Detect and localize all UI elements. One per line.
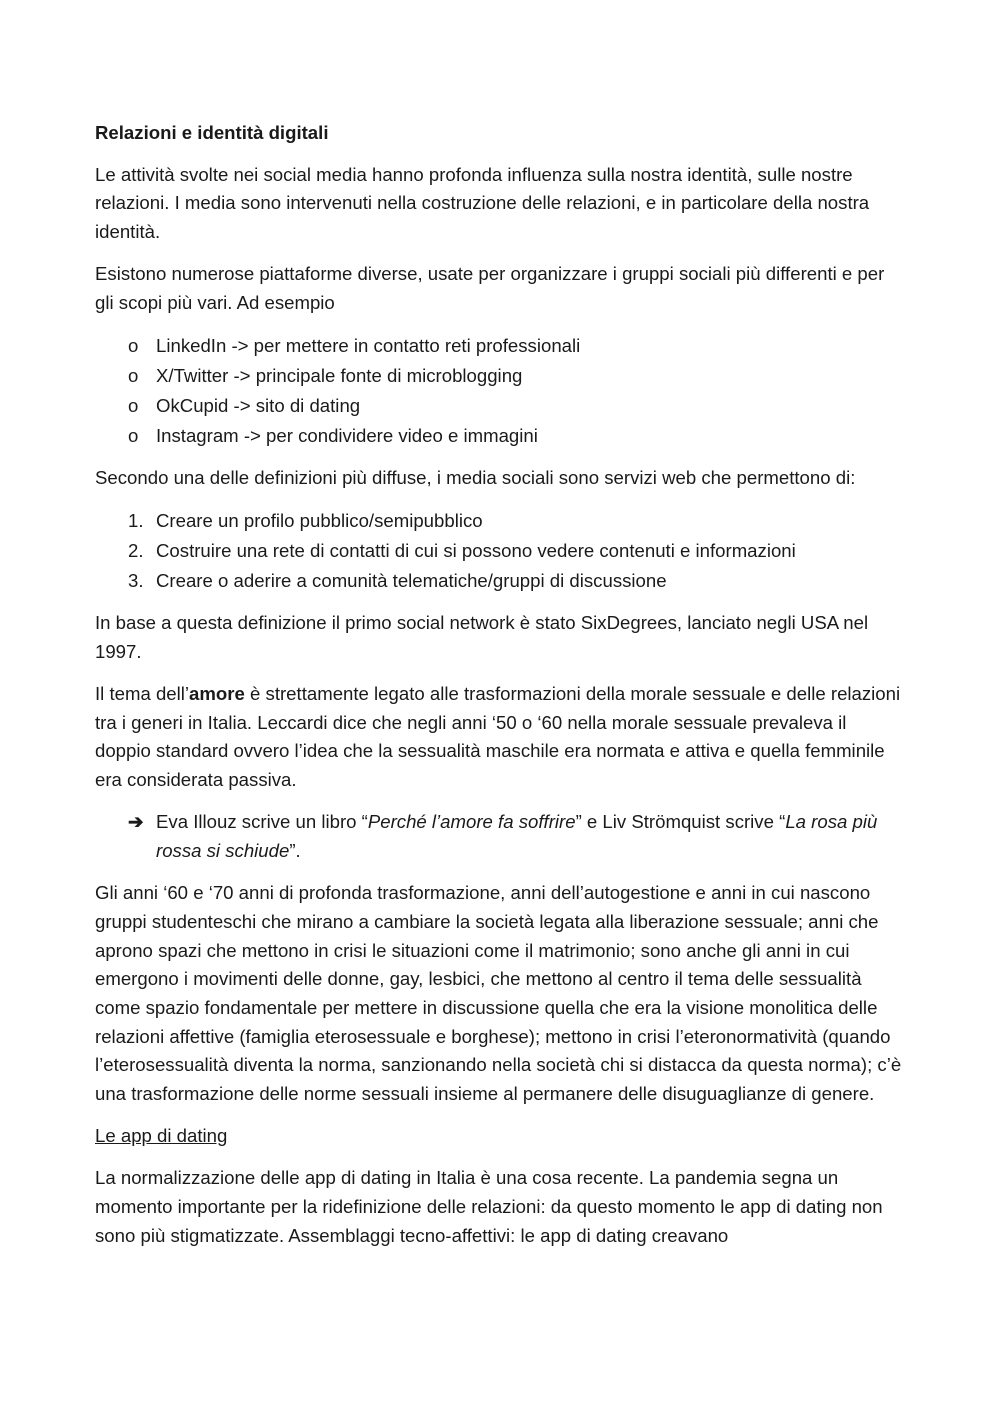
paragraph-anni-60-70: Gli anni ‘60 e ‘70 anni di profonda trasformazione, anni dell’autogestione e anni in cui nascono gruppi studenteschi che mirano a cambiare la società legata alla liberazione sessuale; anni che aprono spazi che mettono in crisi le situazioni come il matrimonio; sono anche gli anni in cui emergono i movimenti delle donne, gay, lesbici, che mettono al centro il tema delle sessualità come spazio fondamentale per mettere in discussione quella che era la visione monolitica delle relazioni affettive (famiglia eterosessuale e borghese); mettono in crisi l’eteronormatività (quando l’eterosessualità diventa la norma, sanzionando nella società chi si distacca da questa norma); c’è una trasformazione delle norme sessuali insieme al permanere delle disuguaglianze di genere. bbox=[95, 882, 902, 1105]
arrow-right-icon: ➔ bbox=[128, 811, 144, 833]
list-item-text: X/Twitter -> principale fonte di microblogging bbox=[156, 365, 523, 387]
list-item bbox=[95, 421, 907, 451]
bullet-marker: o bbox=[128, 365, 139, 387]
bullet-marker: o bbox=[128, 335, 139, 357]
book-title: Perché l’amore fa soffrire bbox=[367, 811, 576, 833]
bullet-marker: o bbox=[128, 394, 139, 416]
list-item-text: LinkedIn -> per mettere in contatto reti professionali bbox=[156, 335, 581, 357]
list-item bbox=[95, 536, 907, 566]
paragraph-definition: Secondo una delle definizioni più diffuse, i media sociali sono servizi web che permettono di: bbox=[95, 466, 856, 488]
paragraph-platforms: Esistono numerose piattaforme diverse, usate per organizzare i gruppi sociali più differenti e per gli scopi più vari. Ad esempio bbox=[95, 263, 885, 314]
list-item-text: OkCupid -> sito di dating bbox=[156, 394, 361, 416]
list-item-text: Creare o aderire a comunità telematiche/gruppi di discussione bbox=[156, 569, 667, 591]
list-item bbox=[95, 361, 907, 391]
list-item-text: Creare un profilo pubblico/semipubblico bbox=[156, 510, 483, 532]
paragraph-amore bbox=[95, 680, 907, 795]
paragraph-intro: Le attività svolte nei social media hanno profonda influenza sulla nostra identità, sulle nostre relazioni. I media sono intervenuti nella costruzione delle relazioni, e in particolare della nostra identità. bbox=[95, 163, 870, 243]
text-span: Il tema dell’ bbox=[95, 682, 190, 704]
number-marker: 2. bbox=[128, 539, 144, 561]
number-marker: 1. bbox=[128, 510, 144, 532]
bold-term: amore bbox=[189, 682, 245, 704]
bullet-marker: o bbox=[128, 424, 139, 446]
number-marker: 3. bbox=[128, 569, 144, 591]
paragraph-sixdegrees: In base a questa definizione il primo social network è stato SixDegrees, lanciato negli USA nel 1997. bbox=[95, 612, 869, 662]
arrow-list-item bbox=[95, 808, 907, 865]
list-item bbox=[95, 391, 907, 421]
list-item-text: Instagram -> per condividere video e immagini bbox=[156, 424, 538, 446]
list-item bbox=[95, 566, 907, 596]
document-page bbox=[95, 119, 907, 1264]
text-span: Eva Illouz scrive un libro “ bbox=[156, 811, 368, 833]
text-span: è strettamente legato alle trasformazioni della morale sessuale e delle relazioni tra i generi in Italia. Leccardi dice che negli anni ‘50 o ‘60 nella morale sessuale prevaleva il doppio standard ovvero l’idea che la sessualità maschile era normata e attiva e quella femminile era considerata passiva. bbox=[95, 682, 901, 791]
paragraph-app-dating: La normalizzazione delle app di dating in Italia è una cosa recente. La pandemia segna un momento importante per la ridefinizione delle relazioni: da questo momento le app di dating non sono più stigmatizzate. Assemblaggi tecno-affettivi: le app di dating creavano bbox=[95, 1167, 883, 1246]
platform-bullet-list bbox=[95, 331, 907, 450]
document-title: Relazioni e identità digitali bbox=[95, 122, 329, 143]
text-span: ”. bbox=[289, 839, 301, 861]
section-subheading: Le app di dating bbox=[95, 1125, 228, 1147]
definition-numbered-list bbox=[95, 506, 907, 595]
list-item bbox=[95, 506, 907, 536]
text-span: ” e Liv Strömquist scrive “ bbox=[575, 811, 786, 833]
list-item-text: Costruire una rete di contatti di cui si possono vedere contenuti e informazioni bbox=[156, 539, 796, 561]
list-item bbox=[95, 331, 907, 361]
book-title: La rosa più rossa si schiude bbox=[156, 811, 878, 861]
